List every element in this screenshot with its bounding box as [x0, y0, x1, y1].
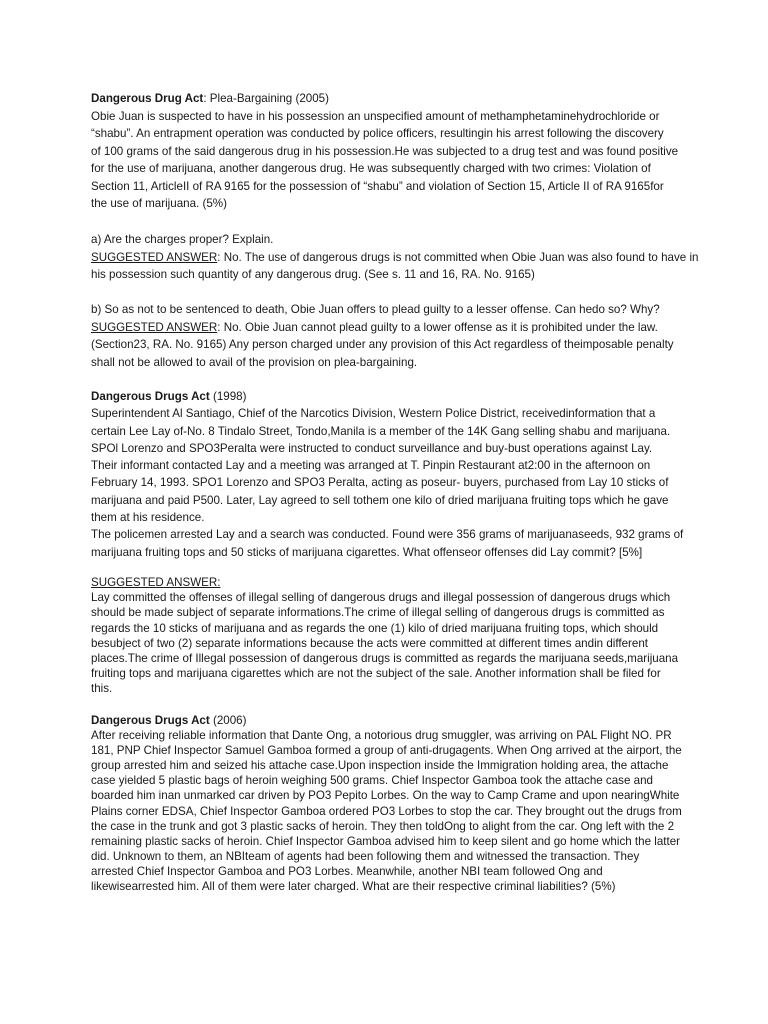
answer-line: (Section23, RA. No. 9165) Any person charged under any provision of this Act regardless of theimposable penalty [91, 338, 674, 351]
section-heading [91, 713, 683, 728]
paragraph-line: of 100 grams of the said dangerous drug in his possession.He was subjected to a drug test and was found positive [91, 144, 679, 158]
paragraph-line: arrested Chief Inspector Gamboa and PO3 Lorbes. Meanwhile, another NBI team followed Ong and [91, 864, 603, 878]
paragraph-line: certain Lee Lay of-No. 8 Tindalo Street, Tondo,Manila is a member of the 14K Gang selling shabu and marijuana. [91, 424, 671, 438]
answer-line: this. [91, 682, 113, 696]
answer-line: shall not be allowed to avail of the provision on plea-bargaining. [91, 355, 418, 369]
question-text: b) So as not to be sentenced to death, Obie Juan offers to plead guilty to a lesser offense. Can hedo so? Why? [91, 303, 660, 316]
suggested-answer-label: SUGGESTED ANSWER [91, 250, 218, 264]
paragraph-line: February 14, 1993. SPO1 Lorenzo and SPO3 Peralta, acting as poseur- buyers, purchased from Lay 10 sticks of [91, 476, 669, 490]
paragraph-line: for the use of marijuana, another dangerous drug. He was subsequently charged with two crimes: Violation of [91, 162, 651, 175]
paragraph-line: After receiving reliable information that Dante Ong, a notorious drug smuggler, was arriving on PAL Flight NO. PR [91, 729, 672, 743]
paragraph-line: marijuana fruiting tops and 50 sticks of marijuana cigarettes. What offenseor offenses did Lay commit? [5%] [91, 545, 643, 559]
paragraph-line: Their informant contacted Lay and a meeting was arranged at T. Pinpin Restaurant at2:00 in the afternoon on [91, 459, 651, 473]
paragraph-line: remaining plastic sacks of heroin. Chief Inspector Gamboa advised him to keep silent and go home which the latter [91, 834, 681, 848]
answer-line: besubject of two (2) separate informations because the acts were committed at different times andin different [91, 636, 649, 650]
answer-line [91, 249, 699, 267]
section-drugs-act-2006 [91, 713, 683, 894]
paragraph-line: Obie Juan is suspected to have in his possession an unspecified amount of methamphetaminehydrochloride or [91, 109, 660, 123]
heading-suffix: (1998) [209, 390, 247, 403]
answer-line: fruiting tops and marijuana cigarettes which are not the subject of the sale. Another information shall be filed for [91, 667, 661, 681]
paragraph-line: 181, PNP Chief Inspector Samuel Gamboa formed a group of anti-drugagents. When Ong arrived at the airport, the [91, 744, 682, 758]
suggested-answer-1998 [91, 575, 683, 697]
question-a [91, 231, 699, 284]
paragraph-line: “shabu”. An entrapment operation was conducted by police officers, resultingin his arrest following the discovery [91, 127, 664, 140]
paragraph-line: boarded him inan unmarked car driven by PO3 Pepito Lorbes. On the way to Camp Crame and upon nearingWhite [91, 789, 680, 803]
answer-line [91, 319, 683, 337]
section-heading [91, 388, 683, 405]
heading-bold: Dangerous Drug Act [91, 92, 204, 105]
paragraph-line: marijuana and paid P500. Later, Lay agreed to sell tothem one kilo of dried marijuana fruiting tops which he gave [91, 493, 669, 507]
paragraph-line: Section 11, ArticleII of RA 9165 for the possession of “shabu” and violation of Section 15, Article II of RA 9165for [91, 179, 664, 193]
paragraph-line: Superintendent Al Santiago, Chief of the Narcotics Division, Western Police District, receivedinformation that a [91, 407, 656, 421]
section-drugs-act-1998 [91, 388, 683, 561]
heading-suffix: (2006) [209, 714, 247, 727]
paragraph-line: Plains corner EDSA, Chief Inspector Gamboa ordered PO3 Lorbes to stop the car. They brought out the drugs from [91, 804, 682, 818]
section-heading [91, 90, 683, 108]
answer-line: his possession such quantity of any dangerous drug. (See s. 11 and 16, RA. No. 9165) [91, 268, 535, 281]
answer-line: should be made subject of separate informations.The crime of illegal selling of dangerous drugs is committed as [91, 606, 665, 620]
answer-text: : No. The use of dangerous drugs is not committed when Obie Juan was also found to have in [217, 250, 699, 264]
paragraph-line: case yielded 5 plastic bags of heroin weighing 500 grams. Chief Inspector Gamboa took the attache case and [91, 774, 653, 788]
heading-suffix: : Plea-Bargaining (2005) [203, 92, 329, 105]
paragraph-line: them at his residence. [91, 511, 205, 525]
suggested-answer-label: SUGGESTED ANSWER [91, 320, 218, 334]
answer-text: : No. Obie Juan cannot plead guilty to a lower offense as it is prohibited under the law. [217, 320, 658, 334]
heading-bold: Dangerous Drugs Act [91, 714, 210, 727]
paragraph-line: The policemen arrested Lay and a search was conducted. Found were 356 grams of marijuanaseeds, 932 grams of [91, 528, 684, 542]
question-text: a) Are the charges proper? Explain. [91, 233, 274, 246]
answer-line: places.The crime of Illegal possession of dangerous drugs is committed as regards the marijuana seeds,marijuana [91, 652, 679, 666]
paragraph-line: likewisearrested him. All of them were later charged. What are their respective criminal liabilities? (5%) [91, 880, 616, 894]
section-plea-bargaining [91, 90, 683, 213]
paragraph-line: group arrested him and seized his attache case.Upon inspection inside the Immigration holding area, the attache [91, 759, 669, 773]
paragraph-line: the use of marijuana. (5%) [91, 197, 227, 210]
paragraph-line: SPOl Lorenzo and SPO3Peralta were instructed to conduct surveillance and buy-bust operations against Lay. [91, 441, 653, 455]
paragraph-line: did. Unknown to them, an NBIteam of agents had been following them and witnessed the transaction. They [91, 849, 640, 863]
answer-line: Lay committed the offenses of illegal selling of dangerous drugs and illegal possession of dangerous drugs which [91, 591, 671, 605]
suggested-answer-label: SUGGESTED ANSWER: [91, 576, 221, 589]
question-b [91, 301, 683, 371]
heading-bold: Dangerous Drugs Act [91, 390, 210, 403]
paragraph-line: the case in the trunk and got 3 plastic sacks of heroin. They then toldOng to alight from the car. Ong left with the 2 [91, 819, 675, 833]
answer-line: regards the 10 sticks of marijuana and as regards the one (1) kilo of dried marijuana fruiting tops, which should [91, 621, 659, 635]
